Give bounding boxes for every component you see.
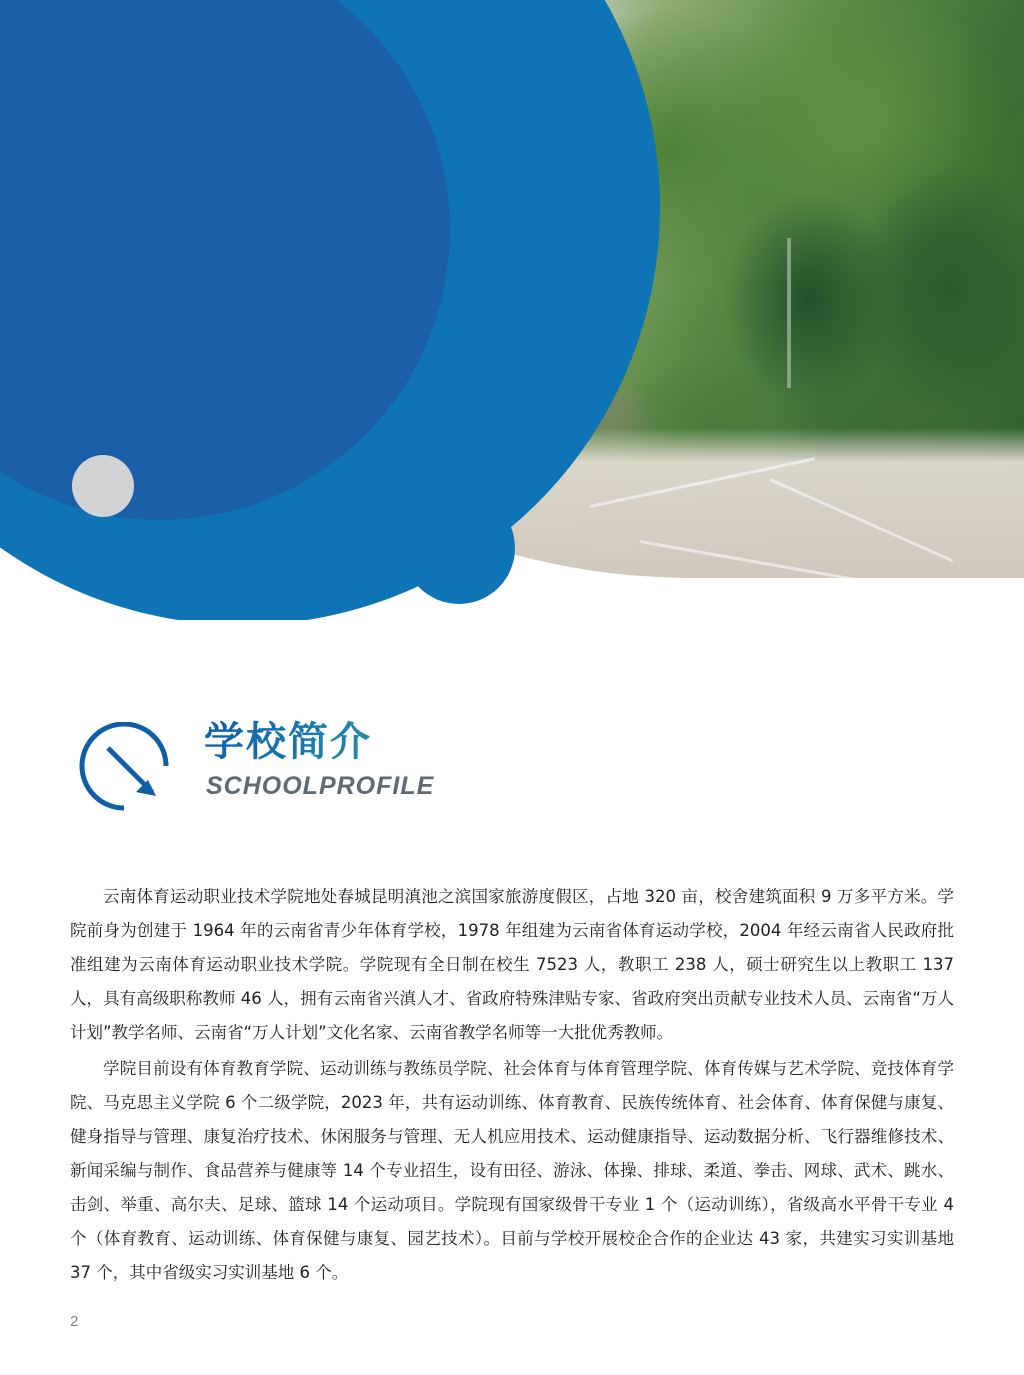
body-paragraph: 学院目前设有体育教育学院、运动训练与教练员学院、社会体育与体育管理学院、体育传媒与艺术学院、竞技体育学院、马克思主义学院 6 个二级学院，2023 年，共有运动训练、体育教育、民族传统体育、社会体育、体育保健与康复、健身指导与管理、康复治疗技术、休闲服务与管理、无人机应用技术、运动健康指导、运动数据分析、飞行器维修技术、新闻采编与制作、食品营养与健康等 14 个专业招生，设有田径、游泳、体操、排球、柔道、拳击、网球、武术、跳水、击剑、举重、高尔夫、足球、篮球 14 个运动项目。学院现有国家级骨干专业 1 个（运动训练），省级高水平骨干专业 4 个（体育教育、运动训练、体育保健与康复、园艺技术）。目前与学校开展校企合作的企业达 43 家，共建实习实训基地 37 个，其中省级实习实训基地 6 个。 <box>70 1059 954 1282</box>
body-paragraph: 云南体育运动职业技术学院地处春城昆明滇池之滨国家旅游度假区，占地 320 亩，校舍建筑面积 9 万多平方米。学院前身为创建于 1964 年的云南省青少年体育学校，1978 年组建为云南省体育运动学校，2004 年经云南省人民政府批准组建为云南体育运动职业技术学院。学院现有全日制在校生 7523 人，教职工 238 人，硕士研究生以上教职工 137 人，具有高级职称教师 46 人，拥有云南省兴滇人才、省政府特殊津贴专家、省政府突出贡献专业技术人员、云南省“万人计划”教学名师、云南省“万人计划”文化名家、云南省教学名师等一大批优秀教师。 <box>70 887 954 1042</box>
arrow-circle-icon <box>78 722 170 814</box>
plaza-pattern-line <box>640 540 897 578</box>
page-number: 2 <box>70 1313 79 1330</box>
decor-circle-small-blue <box>403 492 515 604</box>
decor-circle-grey <box>72 455 134 517</box>
section-title-cn: 学校简介 <box>204 718 434 766</box>
lamp-post-detail <box>787 238 791 388</box>
section-title-en: SCHOOLPROFILE <box>206 772 435 800</box>
plaza-pattern-line <box>769 478 953 562</box>
hero-banner <box>0 0 1024 620</box>
section-heading <box>78 718 678 828</box>
section-body <box>70 880 954 1292</box>
